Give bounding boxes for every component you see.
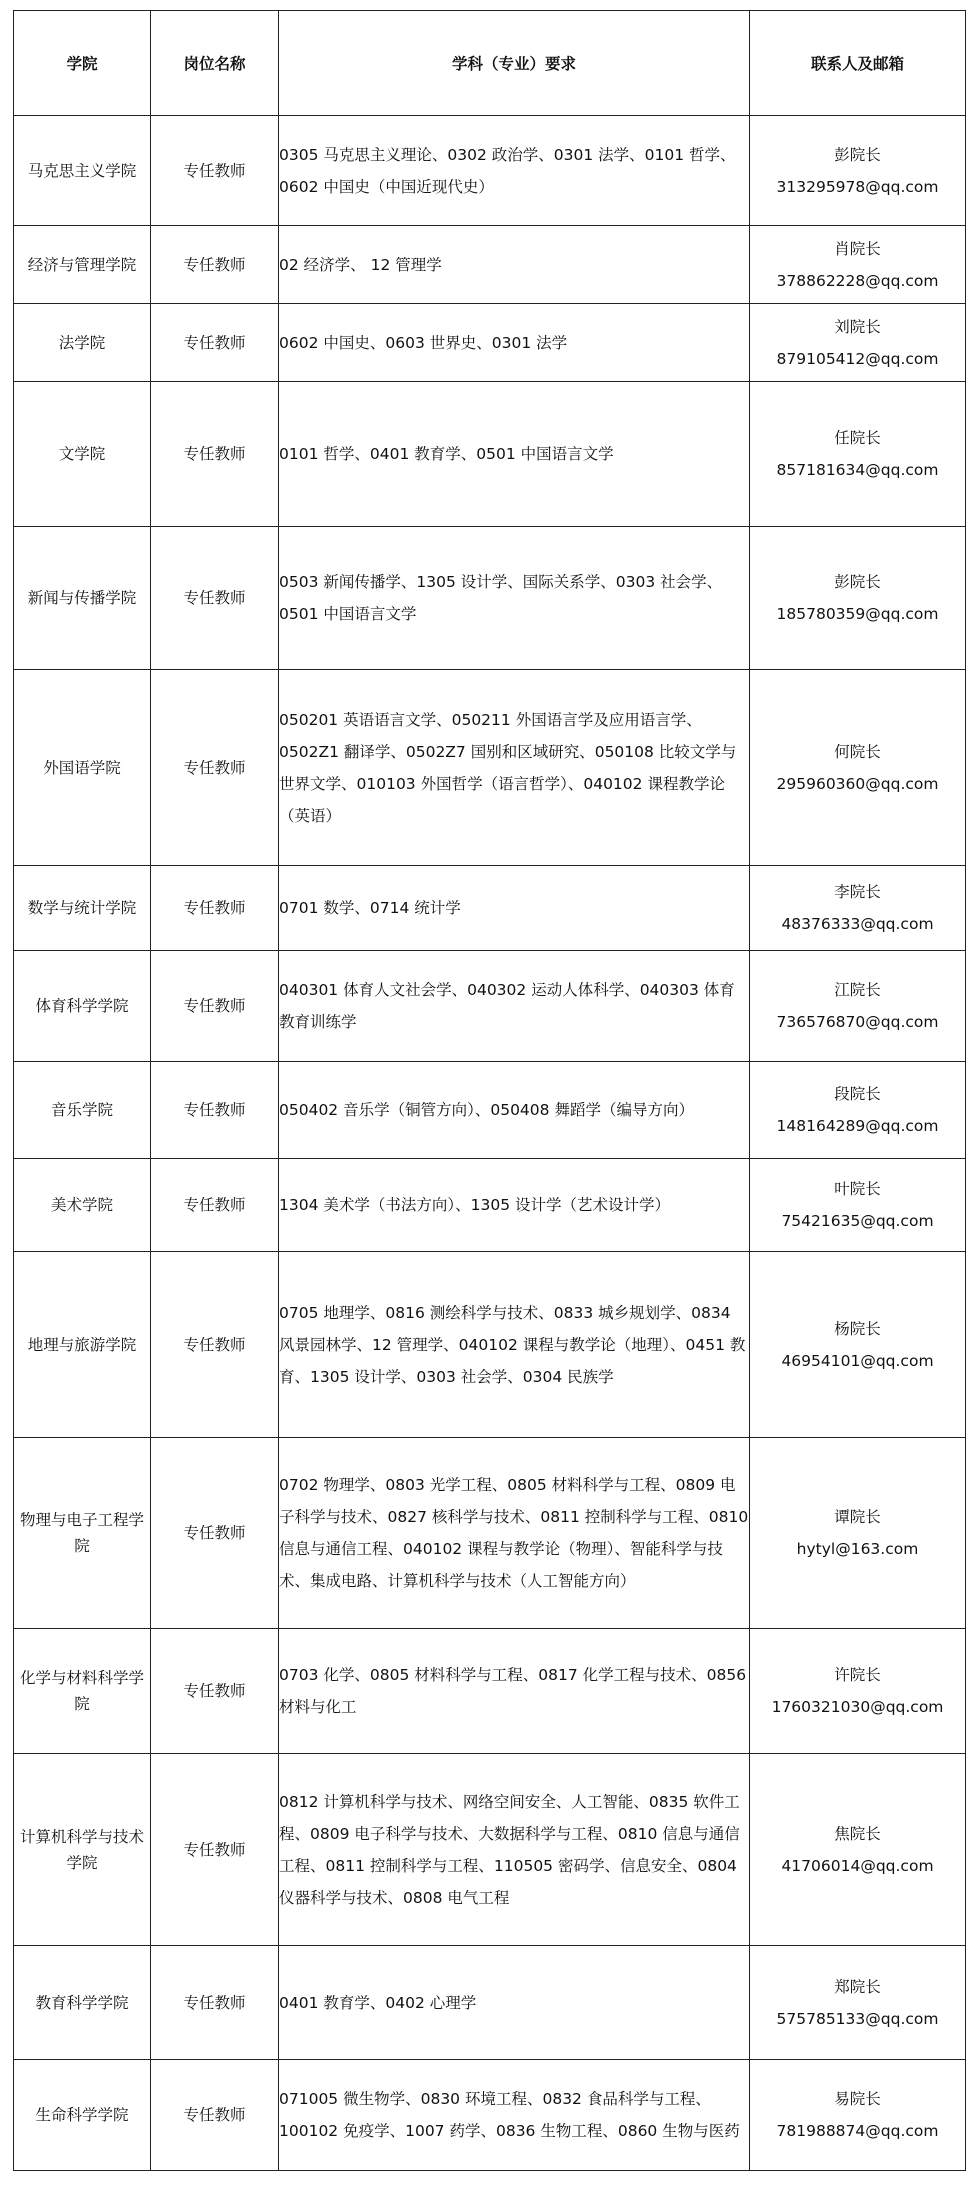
- contact-cell: [750, 1159, 966, 1252]
- contact-name: 许院长: [834, 1666, 881, 1684]
- table-row: [14, 1062, 966, 1159]
- subject-cell: 040301 体育人文社会学、040302 运动人体科学、040303 体育教育训练学: [279, 951, 750, 1062]
- contact-email: 781988874@qq.com: [776, 2122, 939, 2140]
- recruitment-table: [13, 10, 966, 2171]
- contact-email: hytyl@163.com: [796, 1540, 919, 1558]
- table-row: [14, 116, 966, 226]
- header-contact: 联系人及邮箱: [750, 11, 966, 116]
- position-cell: 专任教师: [151, 1062, 279, 1159]
- contact-email: 1760321030@qq.com: [771, 1698, 944, 1716]
- contact-cell: [750, 1946, 966, 2060]
- subject-cell: 0101 哲学、0401 教育学、0501 中国语言文学: [279, 382, 750, 527]
- contact-cell: [750, 951, 966, 1062]
- college-cell: 教育科学学院: [14, 1946, 151, 2060]
- table-row: [14, 1252, 966, 1438]
- position-cell: 专任教师: [151, 1252, 279, 1438]
- position-cell: 专任教师: [151, 1438, 279, 1629]
- contact-email: 41706014@qq.com: [781, 1856, 934, 1875]
- subject-cell: 071005 微生物学、0830 环境工程、0832 食品科学与工程、100102 免疫学、1007 药学、0836 生物工程、0860 生物与医药: [279, 2060, 750, 2171]
- contact-cell: [750, 304, 966, 382]
- college-cell: 经济与管理学院: [14, 226, 151, 304]
- contact-name: 肖院长: [834, 239, 881, 258]
- contact-name: 焦院长: [834, 1824, 881, 1843]
- contact-email: 148164289@qq.com: [776, 1117, 939, 1135]
- table-row: [14, 1754, 966, 1946]
- subject-cell: 02 经济学、 12 管理学: [279, 226, 750, 304]
- contact-email: 378862228@qq.com: [776, 271, 939, 290]
- position-cell: 专任教师: [151, 2060, 279, 2171]
- contact-email: 313295978@qq.com: [776, 177, 939, 196]
- table-row: [14, 527, 966, 670]
- contact-email: 879105412@qq.com: [776, 349, 939, 368]
- subject-cell: 0401 教育学、0402 心理学: [279, 1946, 750, 2060]
- contact-name: 易院长: [834, 2090, 881, 2108]
- subject-cell: 0702 物理学、0803 光学工程、0805 材料科学与工程、0809 电子科学与技术、0827 核科学与技术、0811 控制科学与工程、0810 信息与通信工程、040102 课程与教学论（物理）、智能科学与技术、集成电路、计算机科学与技术（人工智能方向）: [279, 1438, 750, 1629]
- position-cell: 专任教师: [151, 304, 279, 382]
- contact-email: 295960360@qq.com: [776, 774, 939, 793]
- table-row: [14, 2060, 966, 2171]
- college-cell: 法学院: [14, 304, 151, 382]
- college-cell: 文学院: [14, 382, 151, 527]
- contact-name: 郑院长: [834, 1977, 881, 1996]
- college-cell: 物理与电子工程学院: [14, 1438, 151, 1629]
- contact-name: 李院长: [834, 883, 881, 901]
- position-cell: 专任教师: [151, 226, 279, 304]
- position-cell: 专任教师: [151, 670, 279, 866]
- subject-cell: 0503 新闻传播学、1305 设计学、国际关系学、0303 社会学、0501 中国语言文学: [279, 527, 750, 670]
- contact-name: 彭院长: [834, 573, 881, 591]
- college-cell: 美术学院: [14, 1159, 151, 1252]
- position-cell: 专任教师: [151, 527, 279, 670]
- table-row: [14, 1159, 966, 1252]
- contact-cell: [750, 382, 966, 527]
- position-cell: 专任教师: [151, 1159, 279, 1252]
- contact-cell: [750, 527, 966, 670]
- subject-cell: 0701 数学、0714 统计学: [279, 866, 750, 951]
- contact-name: 谭院长: [834, 1508, 881, 1526]
- contact-cell: [750, 116, 966, 226]
- table-row: [14, 951, 966, 1062]
- college-cell: 外国语学院: [14, 670, 151, 866]
- subject-cell: 0602 中国史、0603 世界史、0301 法学: [279, 304, 750, 382]
- position-cell: 专任教师: [151, 951, 279, 1062]
- position-cell: 专任教师: [151, 1629, 279, 1754]
- subject-cell: 050402 音乐学（铜管方向）、050408 舞蹈学（编导方向）: [279, 1062, 750, 1159]
- contact-name: 叶院长: [834, 1180, 881, 1198]
- college-cell: 计算机科学与技术学院: [14, 1754, 151, 1946]
- subject-cell: 0305 马克思主义理论、0302 政治学、0301 法学、0101 哲学、0602 中国史（中国近现代史）: [279, 116, 750, 226]
- college-cell: 地理与旅游学院: [14, 1252, 151, 1438]
- contact-cell: [750, 1062, 966, 1159]
- contact-name: 杨院长: [834, 1319, 881, 1338]
- contact-name: 江院长: [834, 981, 881, 999]
- table-row: [14, 382, 966, 527]
- position-cell: 专任教师: [151, 1946, 279, 2060]
- contact-cell: [750, 866, 966, 951]
- contact-cell: [750, 1629, 966, 1754]
- contact-email: 185780359@qq.com: [776, 605, 939, 623]
- college-cell: 体育科学学院: [14, 951, 151, 1062]
- college-cell: 化学与材料科学学院: [14, 1629, 151, 1754]
- contact-cell: [750, 1438, 966, 1629]
- table-row: [14, 1946, 966, 2060]
- contact-cell: [750, 226, 966, 304]
- table-row: [14, 670, 966, 866]
- header-college: 学院: [14, 11, 151, 116]
- contact-name: 何院长: [834, 742, 881, 761]
- table-header-row: [14, 11, 966, 116]
- college-cell: 数学与统计学院: [14, 866, 151, 951]
- subject-cell: 0812 计算机科学与技术、网络空间安全、人工智能、0835 软件工程、0809 电子科学与技术、大数据科学与工程、0810 信息与通信工程、0811 控制科学与工程、110505 密码学、信息安全、0804 仪器科学与技术、0808 电气工程: [279, 1754, 750, 1946]
- contact-email: 736576870@qq.com: [776, 1013, 939, 1031]
- contact-cell: [750, 670, 966, 866]
- header-subject: 学科（专业）要求: [279, 11, 750, 116]
- table-row: [14, 1629, 966, 1754]
- contact-email: 46954101@qq.com: [781, 1351, 934, 1370]
- college-cell: 马克思主义学院: [14, 116, 151, 226]
- position-cell: 专任教师: [151, 382, 279, 527]
- contact-cell: [750, 1252, 966, 1438]
- position-cell: 专任教师: [151, 116, 279, 226]
- table-row: [14, 226, 966, 304]
- contact-cell: [750, 1754, 966, 1946]
- contact-email: 575785133@qq.com: [776, 2009, 939, 2028]
- subject-cell: 1304 美术学（书法方向）、1305 设计学（艺术设计学）: [279, 1159, 750, 1252]
- contact-name: 彭院长: [834, 145, 881, 164]
- table-row: [14, 1438, 966, 1629]
- position-cell: 专任教师: [151, 1754, 279, 1946]
- position-cell: 专任教师: [151, 866, 279, 951]
- table-row: [14, 866, 966, 951]
- college-cell: 音乐学院: [14, 1062, 151, 1159]
- contact-name: 段院长: [834, 1085, 881, 1103]
- subject-cell: 0703 化学、0805 材料科学与工程、0817 化学工程与技术、0856 材料与化工: [279, 1629, 750, 1754]
- header-position: 岗位名称: [151, 11, 279, 116]
- college-cell: 生命科学学院: [14, 2060, 151, 2171]
- contact-name: 刘院长: [834, 317, 881, 336]
- subject-cell: 050201 英语语言文学、050211 外国语言学及应用语言学、0502Z1 翻译学、0502Z7 国别和区域研究、050108 比较文学与世界文学、010103 外国哲学（语言哲学）、040102 课程教学论（英语）: [279, 670, 750, 866]
- subject-cell: 0705 地理学、0816 测绘科学与技术、0833 城乡规划学、0834 风景园林学、12 管理学、040102 课程与教学论（地理）、0451 教育、1305 设计学、0303 社会学、0304 民族学: [279, 1252, 750, 1438]
- contact-cell: [750, 2060, 966, 2171]
- contact-name: 任院长: [834, 429, 881, 447]
- contact-email: 857181634@qq.com: [776, 461, 939, 479]
- college-cell: 新闻与传播学院: [14, 527, 151, 670]
- recruitment-table-wrapper: [13, 10, 965, 2171]
- table-row: [14, 304, 966, 382]
- contact-email: 48376333@qq.com: [781, 915, 934, 933]
- contact-email: 75421635@qq.com: [781, 1212, 934, 1230]
